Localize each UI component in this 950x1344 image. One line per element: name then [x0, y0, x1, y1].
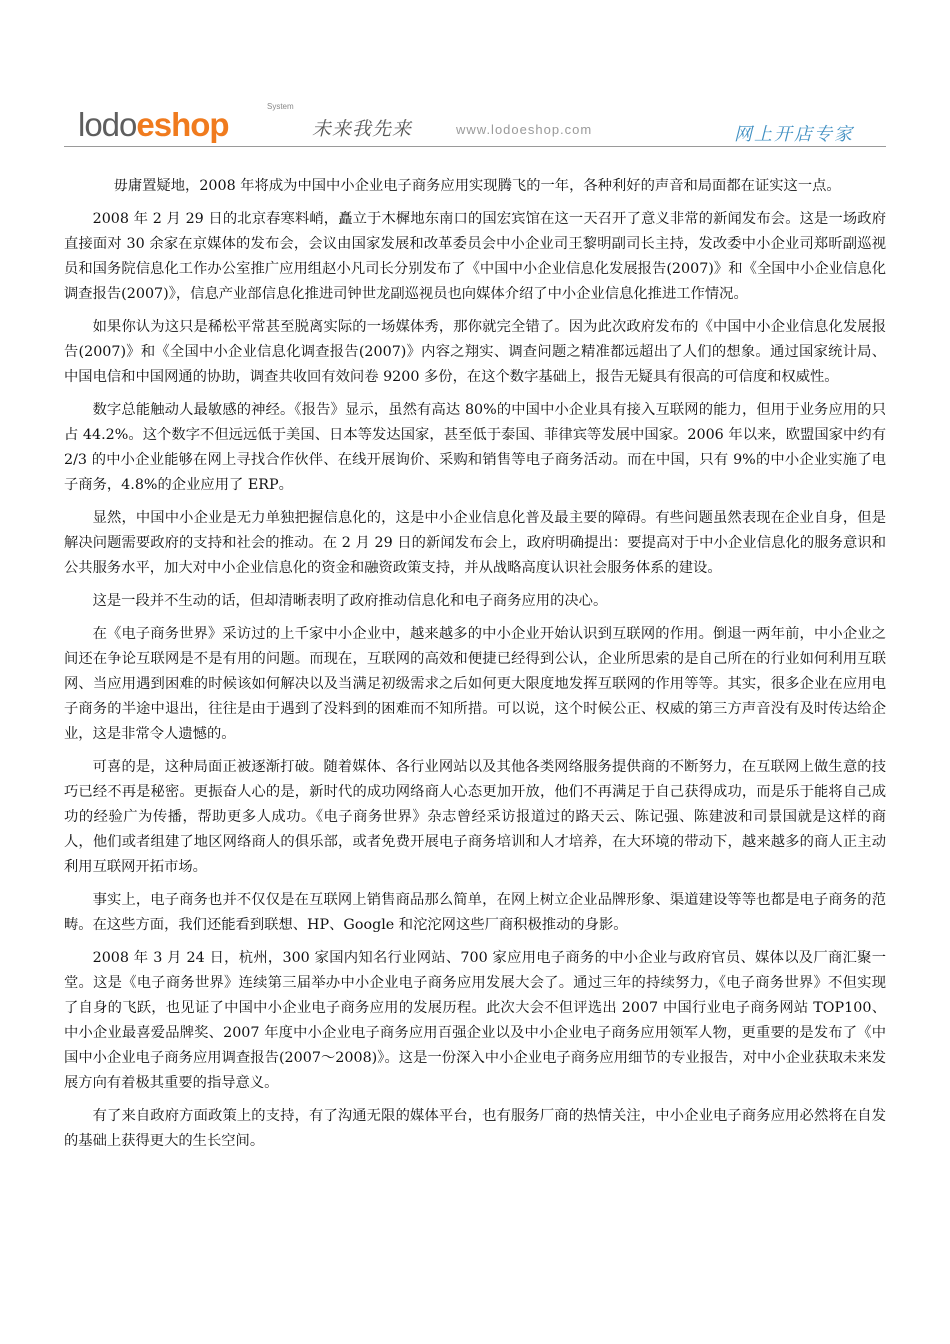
paragraph: 事实上，电子商务也并不仅仅是在互联网上销售商品那么简单，在网上树立企业品牌形象、渠道建设等等也都是电子商务的范畴。在这些方面，我们还能看到联想、HP、Google 和沱沱网这些厂商积极推动的身影。 — [64, 892, 886, 933]
logo-superscript: System — [267, 102, 294, 111]
article-body — [64, 174, 886, 1162]
paragraph: 显然，中国中小企业是无力单独把握信息化的，这是中小企业信息化普及最主要的障碍。有些问题虽然表现在企业自身，但是解决问题需要政府的支持和社会的推动。在 2 月 29 日的新闻发布会上，政府明确提出：要提高对于中小企业信息化的服务意识和公共服务水平，加大对中小企业信息化的资金和融资政策支持，并从战略高度认识社会服务体系的建设。 — [64, 510, 886, 576]
logo-text-eshop: eshop — [136, 106, 229, 143]
paragraph: 数字总能触动人最敏感的神经。《报告》显示，虽然有高达 80%的中国中小企业具有接入互联网的能力，但用于业务应用的只占 44.2%。这个数字不但远远低于美国、日本等发达国家，甚至低于泰国、菲律宾等发展中国家。2006 年以来，欧盟国家中约有 2/3 的中小企业能够在网上寻找合作伙伴、在线开展询价、采购和销售等电子商务活动。而在中国，只有 9%的中小企业实施了电子商务，4.8%的企业应用了 ERP。 — [64, 402, 886, 493]
paragraph: 毋庸置疑地，2008 年将成为中国中小企业电子商务应用实现腾飞的一年，各种利好的声音和局面都在证实这一点。 — [113, 178, 841, 194]
paragraph: 有了来自政府方面政策上的支持，有了沟通无限的媒体平台，也有服务厂商的热情关注，中小企业电子商务应用必然将在自发的基础上获得更大的生长空间。 — [64, 1108, 886, 1149]
paragraph: 在《电子商务世界》采访过的上千家中小企业中，越来越多的中小企业开始认识到互联网的作用。倒退一两年前，中小企业之间还在争论互联网是不是有用的问题。而现在，互联网的高效和便捷已经得到公认，企业所思索的是自己所在的行业如何利用互联网、当应用遇到困难的时候该如何解决以及当满足初级需求之后如何更大限度地发挥互联网的作用等等。其实，很多企业在应用电子商务的半途中退出，往往是由于遇到了没料到的困难而不知所措。可以说，这个时候公正、权威的第三方声音没有及时传达给企业，这是非常令人遗憾的。 — [64, 626, 886, 742]
lodoeshop-logo — [78, 106, 229, 144]
paragraph: 如果你认为这只是稀松平常甚至脱离实际的一场媒体秀，那你就完全错了。因为此次政府发布的《中国中小企业信息化发展报告(2007)》和《全国中小企业信息化调查报告(2007)》内容之翔实、调查问题之精准都远超出了人们的想象。通过国家统计局、中国电信和中国网通的协助，调查共收回有效问卷 9200 多份，在这个数字基础上，报告无疑具有很高的可信度和权威性。 — [64, 319, 886, 385]
page-header — [64, 100, 886, 147]
header-url: www.lodoeshop.com — [456, 122, 593, 137]
header-slogan: 未来我先来 — [312, 118, 413, 140]
paragraph: 可喜的是，这种局面正被逐渐打破。随着媒体、各行业网站以及其他各类网络服务提供商的不断努力，在互联网上做生意的技巧已经不再是秘密。更振奋人心的是，新时代的成功网络商人心态更加开放，他们不再满足于自己获得成功，而是乐于能将自己成功的经验广为传播，帮助更多人成功。《电子商务世界》杂志曾经采访报道过的路天云、陈记强、陈建波和司景国就是这样的商人，他们或者组建了地区网络商人的俱乐部，或者免费开展电子商务培训和人才培养，在大环境的带动下，越来越多的商人正主动利用互联网开拓市场。 — [64, 759, 886, 875]
logo-text-lodo: lodo — [78, 106, 137, 143]
paragraph: 2008 年 2 月 29 日的北京春寒料峭，矗立于木樨地东南口的国宏宾馆在这一天召开了意义非常的新闻发布会。这是一场政府直接面对 30 余家在京媒体的发布会，会议由国家发展和改革委员会中小企业司王黎明副司长主持，发改委中小企业司郑昕副巡视员和国务院信息化工作办公室推广应用组赵小凡司长分别发布了《中国中小企业信息化发展报告(2007)》和《全国中小企业信息化调查报告(2007)》，信息产业部信息化推进司钟世龙副巡视员也向媒体介绍了中小企业信息化推进工作情况。 — [64, 211, 886, 302]
paragraph: 2008 年 3 月 24 日，杭州，300 家国内知名行业网站、700 家应用电子商务的中小企业与政府官员、媒体以及厂商汇聚一堂。这是《电子商务世界》连续第三届举办中小企业电子商务应用发展大会了。通过三年的持续努力，《电子商务世界》不但实现了自身的飞跃，也见证了中国中小企业电子商务应用的发展历程。此次大会不但评选出 2007 中国行业电子商务网站 TOP100、中小企业最喜爱品牌奖、2007 年度中小企业电子商务应用百强企业以及中小企业电子商务应用领军人物，更重要的是发布了《中国中小企业电子商务应用调查报告(2007～2008)》。这是一份深入中小企业电子商务应用细节的专业报告，对中小企业获取未来发展方向有着极其重要的指导意义。 — [64, 950, 886, 1091]
header-tagline: 网上开店专家 — [734, 124, 854, 145]
paragraph: 这是一段并不生动的话，但却清晰表明了政府推动信息化和电子商务应用的决心。 — [92, 593, 608, 609]
